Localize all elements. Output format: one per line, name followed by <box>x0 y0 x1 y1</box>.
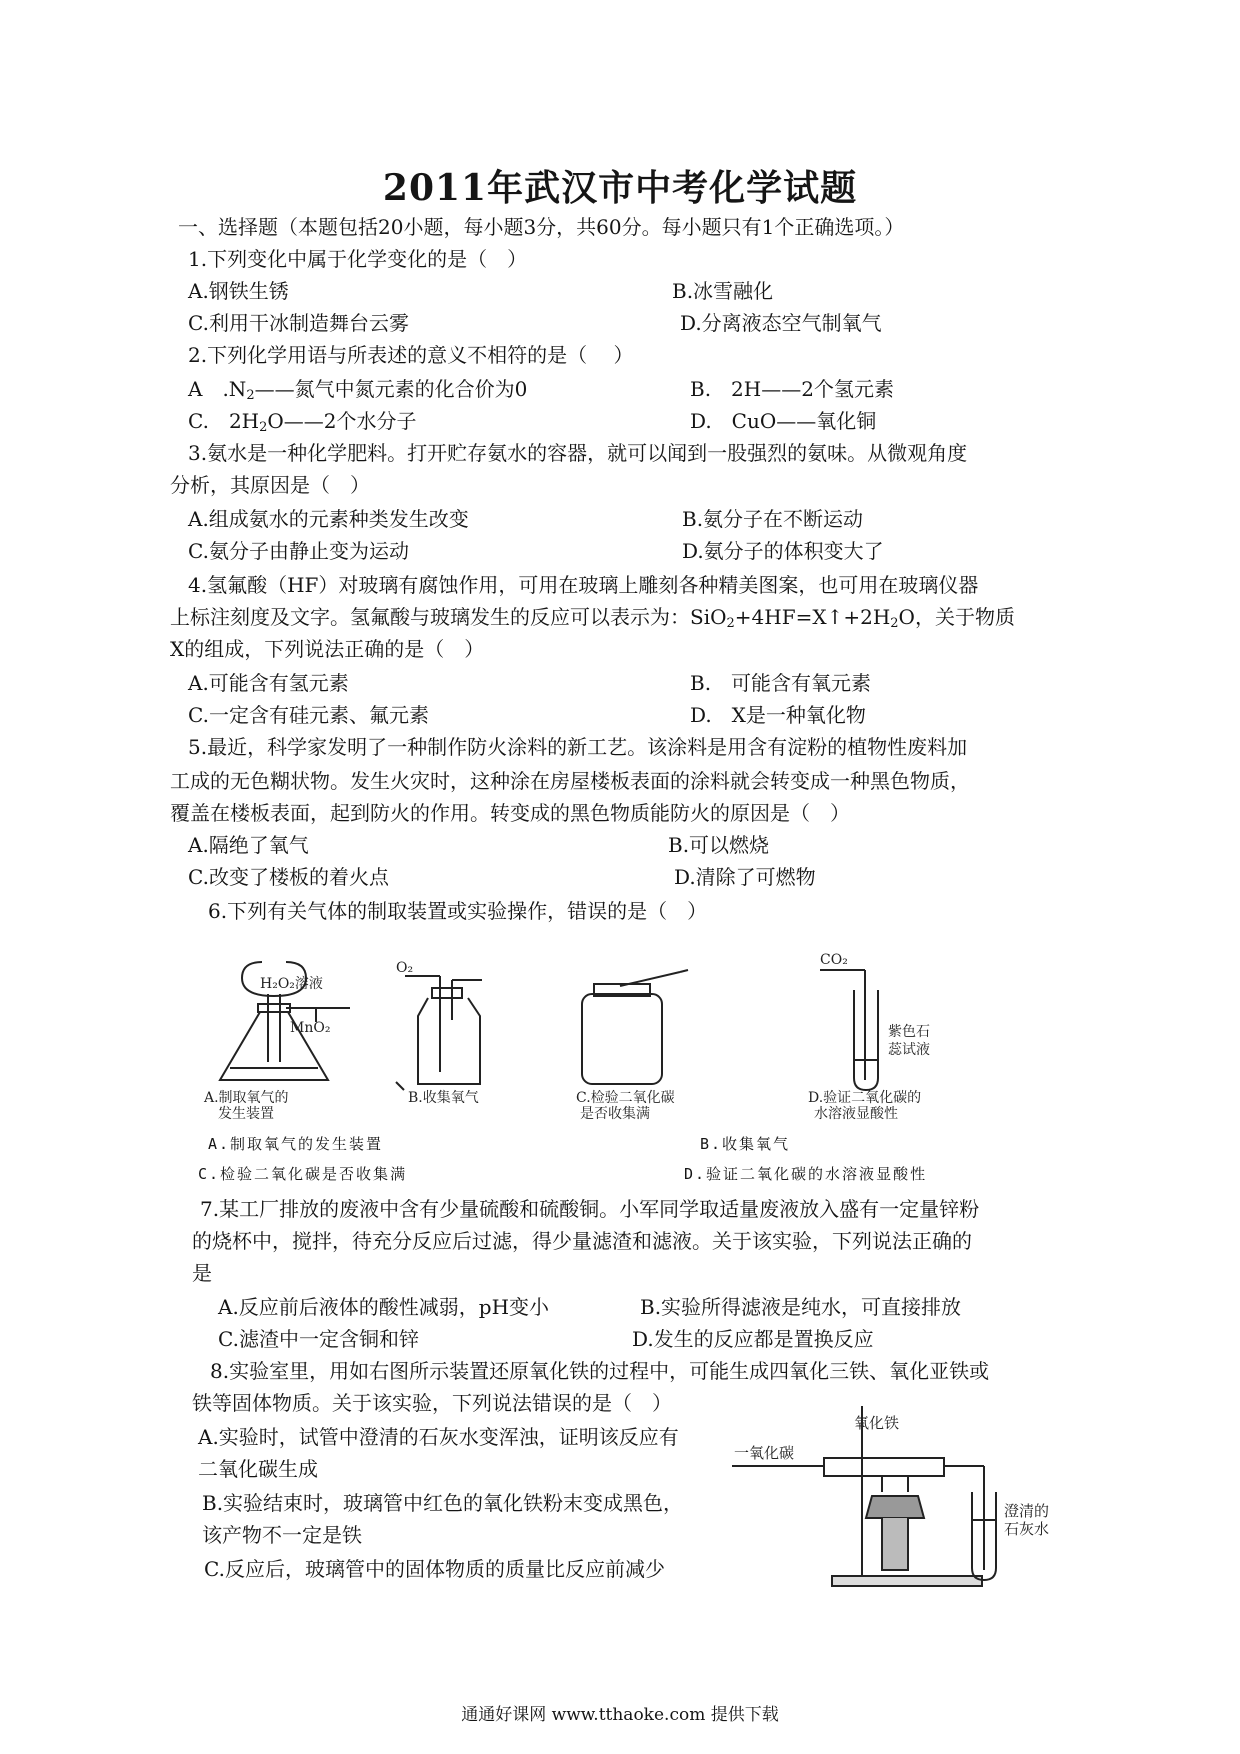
q1-option-a: A.钢铁生锈 <box>188 279 289 303</box>
q2-option-b: B. 2H——2个氢元素 <box>690 377 894 401</box>
q8-fig-label-lime-line1: 澄清的 <box>1004 1502 1050 1520</box>
q7-option-a: A.反应前后液体的酸性减弱，pH变小 <box>218 1295 550 1319</box>
q3-stem-line1: 3.氨水是一种化学肥料。打开贮存氨水的容器，就可以闻到一股强烈的氨味。从微观角度 <box>188 441 968 465</box>
q4-stem-line1: 4.氢氟酸（HF）对玻璃有腐蚀作用，可用在玻璃上雕刻各种精美图案，也可用在玻璃仪器 <box>188 573 979 597</box>
q6-option-c: C.检验二氧化碳是否收集满 <box>198 1165 408 1183</box>
q8-fig-label-co: 一氧化碳 <box>734 1444 795 1462</box>
q3-option-b: B.氨分子在不断运动 <box>682 507 864 531</box>
q8-apparatus-figure <box>732 1400 1072 1600</box>
q8-fig-label-fe2o3: 氧化铁 <box>854 1414 900 1432</box>
q6-fig-a-label-mno2: MnO₂ <box>290 1020 331 1036</box>
q8-option-b-line2: 该产物不一定是铁 <box>202 1523 362 1547</box>
q5-option-b: B.可以燃烧 <box>668 833 770 857</box>
q1-option-d: D.分离液态空气制氧气 <box>680 311 882 335</box>
q2-option-c: C. $2H_2O——2$个水分子 <box>188 409 417 435</box>
q6-option-d: D.验证二氧化碳的水溶液显酸性 <box>684 1165 928 1183</box>
section-heading: 一、选择题（本题包括20小题，每小题3分，共60分。每小题只有1个正确选项。） <box>178 215 905 239</box>
q5-option-d: D.清除了可燃物 <box>674 865 816 889</box>
q8-fig-label-lime-line2: 石灰水 <box>1004 1520 1050 1538</box>
q4-option-d: D. X是一种氧化物 <box>690 703 866 727</box>
q1-stem: 1.下列变化中属于化学变化的是（ ） <box>188 247 528 271</box>
q1-option-b: B.冰雪融化 <box>672 279 774 303</box>
q6-fig-d-gas: CO₂ <box>820 952 848 968</box>
q5-option-a: A.隔绝了氧气 <box>188 833 309 857</box>
q3-stem-line2: 分析，其原因是（ ） <box>170 473 370 497</box>
q6-fig-c-caption-line1: C.检验二氧化碳 <box>576 1090 675 1106</box>
q4-stem-line2: 上标注刻度及文字。氢氟酸与玻璃发生的反应可以表示为：$SiO_2+4HF=X↑+2H_2O$，关于物质 <box>170 605 1015 631</box>
q2-option-a: A $.N_2——$氮气中氮元素的化合价为0 <box>188 377 528 403</box>
q2-option-d: D. CuO——氧化铜 <box>690 409 877 433</box>
q5-stem-line2: 工成的无色糊状物。发生火灾时，这种涂在房屋楼板表面的涂料就会转变成一种黑色物质， <box>170 769 970 793</box>
q7-option-d: D.发生的反应都是置换反应 <box>632 1327 874 1351</box>
q8-option-b-line1: B.实验结束时，玻璃管中红色的氧化铁粉末变成黑色， <box>202 1491 684 1515</box>
page-title: 2011年武汉市中考化学试题 <box>382 167 858 209</box>
q7-option-c: C.滤渣中一定含铜和锌 <box>218 1327 419 1351</box>
q7-stem-line1: 7.某工厂排放的废液中含有少量硫酸和硫酸铜。小军同学取适量废液放入盛有一定量锌粉 <box>200 1197 980 1221</box>
q4-option-c: C.一定含有硅元素、氟元素 <box>188 703 429 727</box>
q7-stem-line3: 是 <box>192 1261 212 1285</box>
q6-fig-b-caption: B.收集氧气 <box>408 1090 479 1106</box>
q3-option-a: A.组成氨水的元素种类发生改变 <box>188 507 469 531</box>
q5-option-c: C.改变了楼板的着火点 <box>188 865 389 889</box>
q6-fig-d-caption-line2: 水溶液显酸性 <box>814 1106 898 1120</box>
q7-option-b: B.实验所得滤液是纯水，可直接排放 <box>640 1295 962 1319</box>
q6-fig-d-label-line1: 紫色石 <box>888 1024 930 1040</box>
q6-fig-d-label-line2: 蕊试液 <box>888 1042 930 1058</box>
q8-stem-line2: 铁等固体物质。关于该实验，下列说法错误的是（ ） <box>192 1391 672 1415</box>
q8-stem-line1: 8.实验室里，用如右图所示装置还原氧化铁的过程中，可能生成四氧化三铁、氧化亚铁或 <box>210 1359 990 1383</box>
q6-fig-d-caption-line1: D.验证二氧化碳的 <box>808 1090 922 1106</box>
q3-option-c: C.氨分子由静止变为运动 <box>188 539 409 563</box>
q4-option-b: B. 可能含有氧元素 <box>690 671 872 695</box>
q8-option-a-line1: A.实验时，试管中澄清的石灰水变浑浊，证明该反应有 <box>198 1425 679 1449</box>
q5-stem-line1: 5.最近，科学家发明了一种制作防火涂料的新工艺。该涂料是用含有淀粉的植物性废料加 <box>188 735 968 759</box>
q1-option-c: C.利用干冰制造舞台云雾 <box>188 311 409 335</box>
q6-option-b: B.收集氧气 <box>700 1135 791 1153</box>
q4-option-a: A.可能含有氢元素 <box>188 671 349 695</box>
q8-option-c: C.反应后，玻璃管中的固体物质的质量比反应前减少 <box>204 1557 665 1581</box>
q6-fig-a-caption-line1: A.制取氧气的 <box>204 1090 289 1106</box>
q6-fig-c-caption-line2: 是否收集满 <box>580 1106 650 1120</box>
page-footer: 通通好课网 www.tthaoke.com 提供下载 <box>461 1705 779 1725</box>
q7-stem-line2: 的烧杯中，搅拌，待充分反应后过滤，得少量滤渣和滤液。关于该实验，下列说法正确的 <box>192 1229 972 1253</box>
q6-fig-b-gas: O₂ <box>396 960 414 976</box>
q6-apparatus-figure <box>200 950 1020 1120</box>
q5-stem-line3: 覆盖在楼板表面，起到防火的作用。转变成的黑色物质能防火的原因是（ ） <box>170 801 850 825</box>
q6-stem: 6.下列有关气体的制取装置或实验操作，错误的是（ ） <box>208 899 708 923</box>
q8-option-a-line2: 二氧化碳生成 <box>198 1457 318 1481</box>
q6-fig-a-label-h2o2: H₂O₂溶液 <box>260 976 323 992</box>
q6-option-a: A.制取氧气的发生装置 <box>208 1135 384 1153</box>
q2-stem: 2.下列化学用语与所表述的意义不相符的是（ ） <box>188 343 634 367</box>
q3-option-d: D.氨分子的体积变大了 <box>682 539 884 563</box>
q4-stem-line3: X的组成，下列说法正确的是（ ） <box>170 637 485 661</box>
q6-fig-a-caption-line2: 发生装置 <box>218 1106 274 1120</box>
